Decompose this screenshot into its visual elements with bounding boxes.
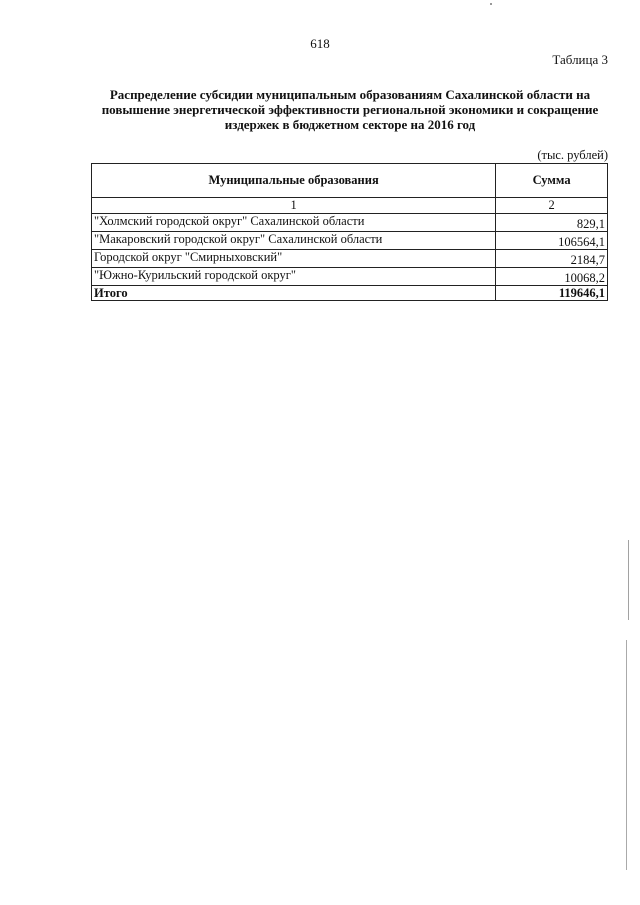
- row-name: "Холмский городской округ" Сахалинской области: [92, 214, 496, 232]
- row-name: "Макаровский городской округ" Сахалинской области: [92, 232, 496, 250]
- row-sum: 2184,7: [496, 250, 608, 268]
- row-sum: 10068,2: [496, 268, 608, 286]
- header-municipalities: Муниципальные образования: [92, 164, 496, 198]
- row-sum: 106564,1: [496, 232, 608, 250]
- scan-mark: [628, 540, 629, 620]
- header-row: [92, 164, 608, 198]
- title-line-2: повышение энергетической эффективности региональной экономики и сокращение: [101, 102, 599, 117]
- table-row: [92, 214, 608, 232]
- title-line-1: Распределение субсидии муниципальным образованиям Сахалинской области на: [109, 87, 591, 102]
- header-sum: Сумма: [496, 164, 608, 198]
- subsidy-table: [91, 163, 608, 301]
- page-number: 618: [310, 36, 330, 51]
- row-sum: 829,1: [496, 214, 608, 232]
- total-sum: 119646,1: [496, 286, 608, 301]
- table-row: [92, 268, 608, 286]
- table-row: [92, 232, 608, 250]
- column-number-2: 2: [496, 198, 608, 214]
- table-row: [92, 250, 608, 268]
- column-number-1: 1: [92, 198, 496, 214]
- document-title: [90, 87, 610, 132]
- row-name: Городской округ "Смирныховский": [92, 250, 496, 268]
- total-label: Итого: [92, 286, 496, 301]
- scan-mark: [626, 640, 627, 870]
- column-number-row: [92, 198, 608, 214]
- units-label: (тыс. рублей): [537, 148, 608, 162]
- scan-mark: [490, 3, 492, 5]
- total-row: [92, 286, 608, 301]
- table-label: Таблица 3: [552, 52, 608, 67]
- row-name: "Южно-Курильский городской округ": [92, 268, 496, 286]
- title-line-3: издержек в бюджетном секторе на 2016 год: [224, 117, 476, 132]
